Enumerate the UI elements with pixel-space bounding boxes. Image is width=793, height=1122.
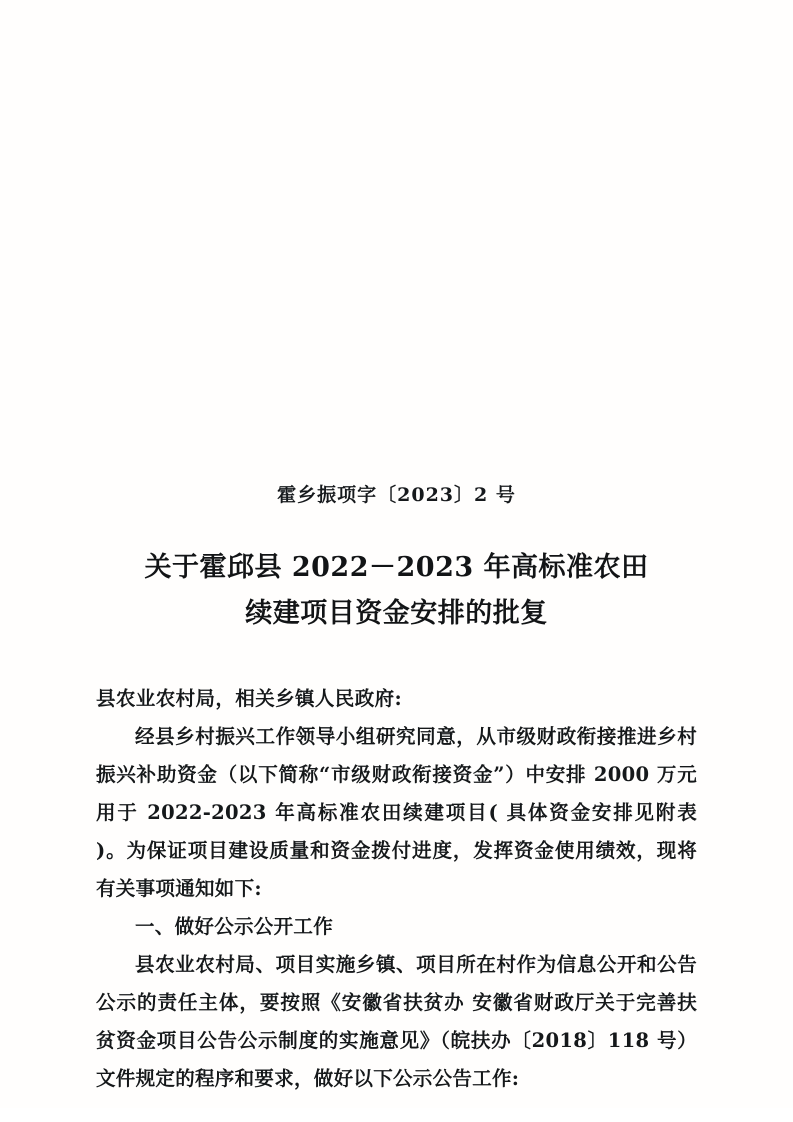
title-line-2: 续建项目资金安排的批复 (245, 598, 548, 630)
salutation: 县农业农村局，相关乡镇人民政府: (96, 686, 403, 710)
title-line-1: 关于霍邱县 2022－2023 年高标准农田 (144, 552, 649, 583)
page-bottom-clip (0, 1108, 793, 1122)
section-heading: 一、做好公示公开工作 (135, 914, 334, 938)
section-paragraph: 县农业农村局、项目实施乡镇、项目所在村作为信息公开和公告公示的责任主体，要按照《安徽省扶贫办 安徽省财政厅关于完善扶贫资金项目公告公示制度的实施意见》（皖扶办〔2018〕118 号）文件规定的程序和要求，做好以下公示公告工作: (96, 952, 697, 1091)
document-title (96, 545, 697, 638)
document-number: 霍乡振项字〔2023〕2 号 (277, 484, 516, 506)
body-paragraph: 经县乡村振兴工作领导小组研究同意，从市级财政衔接推进乡村振兴补助资金（以下简称“市级财政衔接资金”）中安排 2000 万元用于 2022-2023 年高标准农田续建项目( 具体资金安排见附表 )。为保证项目建设质量和资金拨付进度，发挥资金使用绩效，现将有关事项通知如下: (96, 724, 697, 900)
